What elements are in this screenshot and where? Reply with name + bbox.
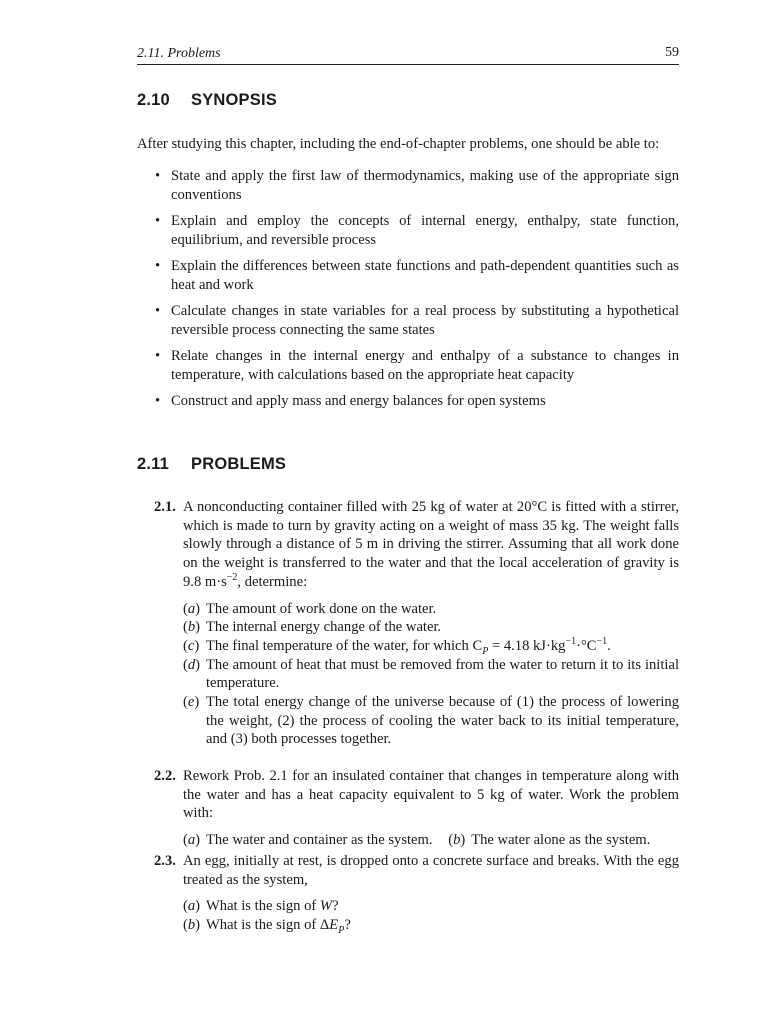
list-item: • Construct and apply mass and energy balances for open systems: [155, 393, 546, 409]
problem-parts: [183, 897, 679, 937]
problem-parts: [183, 600, 679, 750]
problem-part-a: (a) What is the sign of W?: [183, 898, 339, 915]
problem-number: 2.1.: [154, 499, 176, 515]
problem-part-a: (a) The amount of work done on the water.: [183, 600, 437, 617]
running-head-section: 2.11. Problems: [137, 46, 221, 61]
problem-text: An egg, initially at rest, is dropped onto a concrete surface and breaks. With the egg treated as the system,: [183, 853, 679, 888]
bullet-icon: •: [155, 258, 161, 274]
problem-2-3: [137, 852, 679, 935]
bullet-icon: •: [155, 348, 161, 364]
problem-number: 2.3.: [154, 853, 176, 869]
synopsis-number: 2.10: [137, 91, 170, 109]
problems-title: PROBLEMS: [191, 455, 287, 473]
problem-part-b: (b) What is the sign of $\Delta E_P$?: [183, 917, 351, 937]
problem-parts: [183, 831, 679, 850]
problem-part-d: (d) The amount of heat that must be removed from the water to return it to its initial temperature.: [183, 656, 679, 692]
list-item: • Explain and employ the concepts of internal energy, enthalpy, state function, equilibrium, and reversible process: [155, 213, 679, 248]
problem-part-c: (c) The final temperature of the water, for which $C_P = 4.18$ $kJ\cdot kg^{-1}\cdot^\circ C^{-1}$.: [183, 636, 611, 657]
list-item: • Relate changes in the internal energy and enthalpy of a substance to changes in temperature, with calculations based on the appropriate heat capacity: [155, 348, 679, 383]
list-item: • Explain the differences between state functions and path-dependent quantities such as heat and work: [155, 258, 679, 293]
synopsis-heading: [137, 91, 277, 110]
problem-part-b: (b) The water alone as the system.: [448, 832, 651, 849]
problem-text: A nonconducting container filled with 25 kg of water at 20°C is fitted with a stirrer, which is made to turn by gravity acting on a weight of mass 35 kg. The weight falls slowly through a distance of 5 m in driving the stirrer. Assuming that all work done on the weight is transferred to the water and that the local acceleration of gravity is 9.8 $m\cdot s^{-2}$, determine:: [183, 499, 679, 590]
bullet-icon: •: [155, 213, 161, 229]
bullet-icon: •: [155, 168, 161, 184]
running-head: [137, 44, 679, 65]
problems-number: 2.11: [137, 455, 170, 473]
problem-text: Rework Prob. 2.1 for an insulated container that changes in temperature along with the water and has a heat capacity equivalent to 5 kg of water. Work the problem with:: [183, 768, 679, 822]
problem-number: 2.2.: [154, 768, 176, 784]
synopsis-intro: After studying this chapter, including the end-of-chapter problems, one should be able to:: [137, 136, 660, 152]
list-item: • Calculate changes in state variables for a real process by substituting a hypothetical reversible process connecting the same states: [155, 303, 679, 338]
problems-heading: [137, 455, 286, 474]
synopsis-bullet-list: [155, 167, 679, 418]
problem-part-e: (e) The total energy change of the universe because of (1) the process of lowering the weight, (2) the process of cooling the water back to its initial temperature, and (3) both processes together.: [183, 694, 679, 748]
problem-2-1: [137, 498, 679, 749]
problem-part-b: (b) The internal energy change of the water.: [183, 619, 442, 636]
problem-2-2: [137, 767, 679, 850]
list-item: • State and apply the first law of thermodynamics, making use of the appropriate sign conventions: [155, 168, 679, 203]
page-number: 59: [665, 45, 679, 60]
problem-part-a: (a) The water and container as the system.: [183, 832, 433, 849]
synopsis-title: SYNOPSIS: [191, 91, 277, 109]
bullet-icon: •: [155, 303, 161, 319]
bullet-icon: •: [155, 393, 161, 409]
